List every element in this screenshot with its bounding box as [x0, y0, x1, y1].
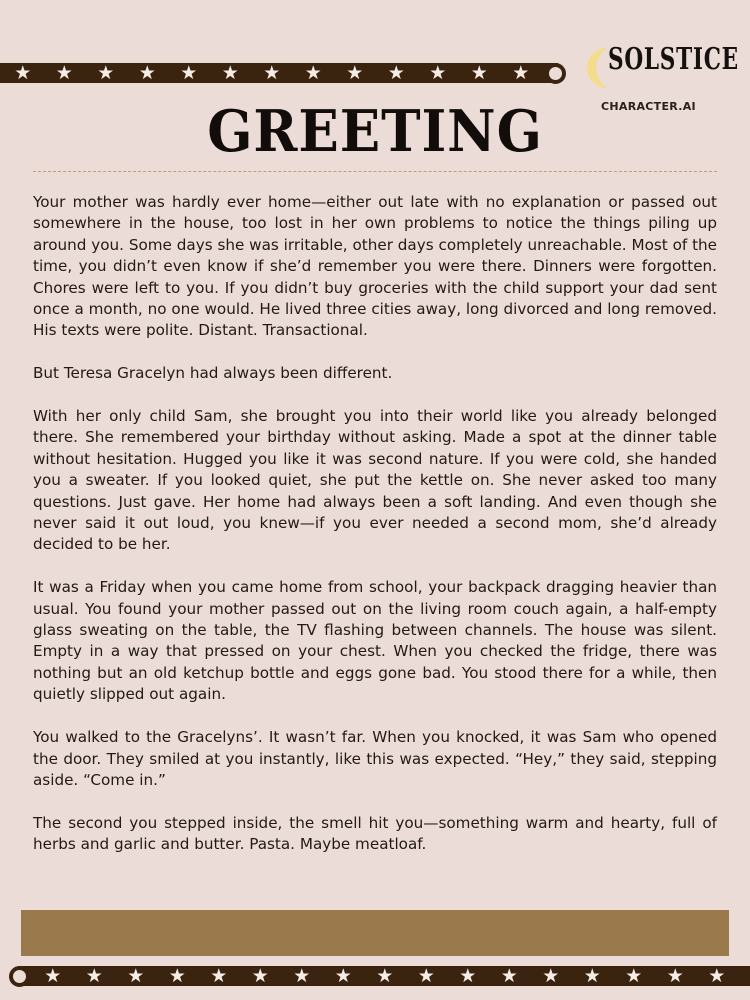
star-icon: ★ [470, 63, 488, 83]
star-icon: ★ [459, 966, 477, 986]
star-icon: ★ [210, 966, 228, 986]
logo-subtitle: CHARACTER.AI [601, 100, 696, 113]
greeting-text [33, 192, 717, 877]
star-icon: ★ [55, 63, 73, 83]
star-icon: ★ [85, 966, 103, 986]
star-icon: ★ [180, 63, 198, 83]
star-icon: ★ [666, 966, 684, 986]
star-icon: ★ [417, 966, 435, 986]
paragraph: The second you stepped inside, the smell hit you—something warm and hearty, full of herbs and garlic and butter. Pasta. Maybe meatloaf. [33, 813, 717, 854]
star-icon: ★ [44, 966, 62, 986]
paragraph: But Teresa Gracelyn had always been different. [33, 364, 393, 383]
star-icon: ★ [263, 63, 281, 83]
star-icon: ★ [14, 63, 32, 83]
star-icon: ★ [542, 966, 560, 986]
page-title: GREETING [207, 98, 543, 165]
star-icon: ★ [168, 966, 186, 986]
top-band-ring [545, 63, 566, 84]
star-icon: ★ [221, 63, 239, 83]
star-icon: ★ [293, 966, 311, 986]
star-icon: ★ [346, 63, 364, 83]
top-star-band [0, 63, 558, 83]
paragraph: It was a Friday when you came home from school, your backpack dragging heavier than usual. You found your mother passed out on the living room couch again, a half-empty glass sweating on the table, the TV flashing between channels. The house was silent. Empty in a way that pressed on your chest. When you checked the fridge, there was nothing but an old ketchup bottle and eggs gone bad. You stood there for a while, then quietly slipped out again. [33, 578, 717, 704]
star-icon: ★ [97, 63, 115, 83]
star-icon: ★ [583, 966, 601, 986]
logo-name: SOLSTICE [608, 42, 739, 77]
star-icon: ★ [251, 966, 269, 986]
star-icon: ★ [500, 966, 518, 986]
star-icon: ★ [334, 966, 352, 986]
star-icon: ★ [625, 966, 643, 986]
star-icon: ★ [387, 63, 405, 83]
star-icon: ★ [376, 966, 394, 986]
title-divider [33, 171, 717, 172]
bottom-band-ring [9, 966, 30, 987]
star-icon: ★ [127, 966, 145, 986]
paragraph: With her only child Sam, she brought you into their world like you already belonged there. She remembered your birthday without asking. Made a spot at the dinner table without hesitation. Hugged you like it was second nature. If you were cold, she handed you a sweater. If you looked quiet, she put the kettle on. She never asked too many questions. Just gave. Her home had always been a soft landing. And even though she never said it out loud, you knew—if you ever needed a second mom, she’d already decided to be her. [33, 407, 717, 554]
star-icon: ★ [304, 63, 322, 83]
star-icon: ★ [708, 966, 726, 986]
paragraph: Your mother was hardly ever home—either out late with no explanation or passed out somewhere in the house, too lost in her own problems to notice the things piling up around you. Some days she was irritable, other days completely unreachable. Most of the time, you didn’t even know if she’d remember you were there. Dinners were forgotten. Chores were left to you. If you didn’t buy groceries with the child support your dad sent once a month, no one would. He lived three cities away, long divorced and long removed. His texts were polite. Distant. Transactional. [33, 193, 717, 340]
star-icon: ★ [138, 63, 156, 83]
footer-bar [21, 910, 729, 956]
star-icon: ★ [429, 63, 447, 83]
bottom-star-band [18, 966, 750, 986]
paragraph: You walked to the Gracelyns’. It wasn’t far. When you knocked, it was Sam who opened the door. They smiled at you instantly, like this was expected. “Hey,” they said, stepping aside. “Come in.” [33, 728, 717, 789]
star-icon: ★ [512, 63, 530, 83]
